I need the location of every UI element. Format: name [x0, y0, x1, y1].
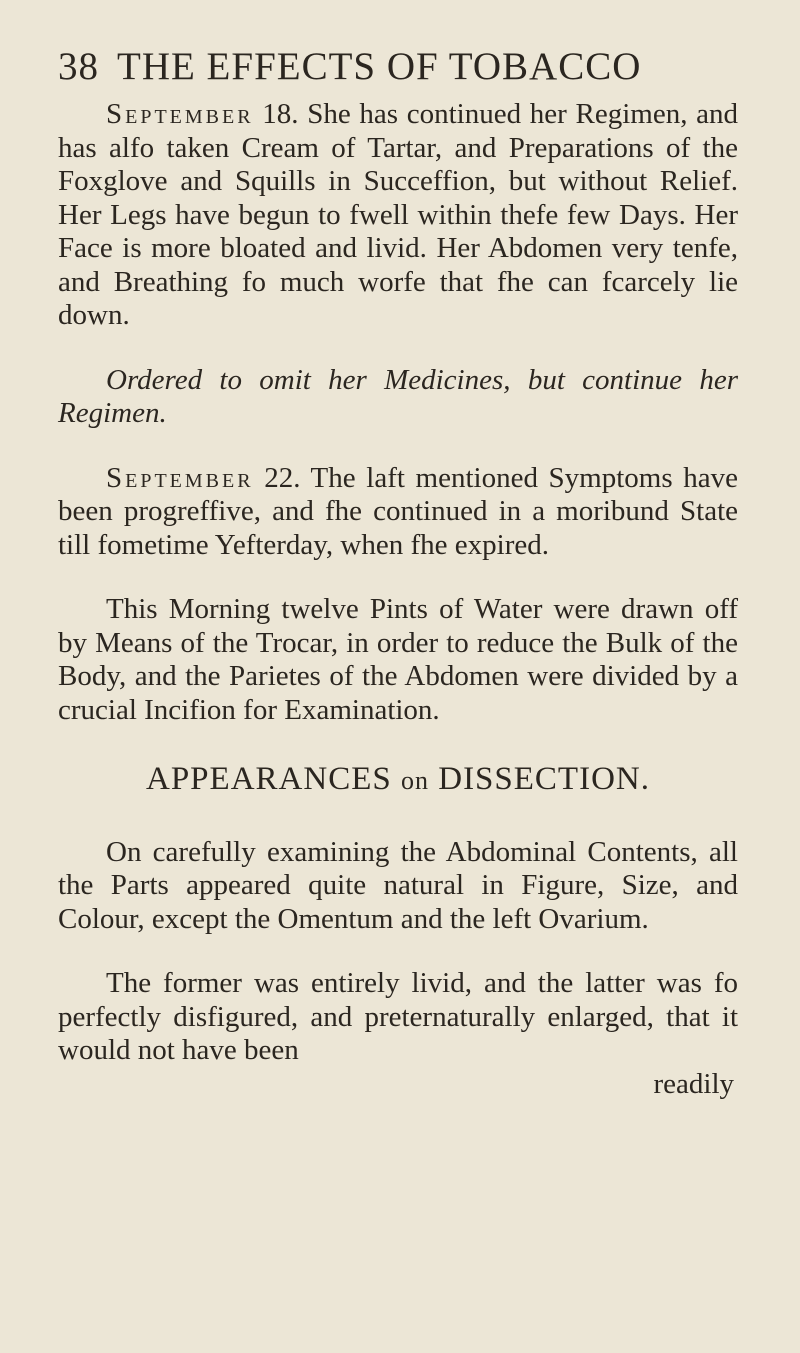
paragraph-morning-trocar: This Morning twelve Pints of Water were drawn off by Means of the Trocar, in order to reduce the Bulk of the Body, and the Parietes of the Abdomen were divided by a crucial Incifion for Examination.: [58, 593, 738, 726]
paragraph-abdominal-contents: On carefully examining the Abdominal Contents, all the Parts appeared quite natural in Figure, Size, and Colour, except the Omentum and the left Ovarium.: [58, 835, 738, 935]
paragraph-text: 18. She has continued her Regimen, and has alfo taken Cream of Tartar, and Preparations of the Foxglove and Squills in Succeffion, but without Relief. Her Legs have begun to fwell within thefe few Days. Her Face is more bloated and livid. Her Abdomen very tenfe, and Breathing fo much worfe that fhe can fcarcely lie down.: [58, 98, 738, 331]
running-title: THE EFFECTS OF TOBACCO: [117, 45, 642, 88]
paragraph-orders: Ordered to omit her Medicines, but continue her Regimen.: [58, 363, 738, 429]
paragraph-september-18: [58, 98, 738, 333]
body-text: [58, 98, 738, 1101]
date-label: September: [106, 461, 254, 494]
paragraph-september-22: [58, 462, 738, 563]
date-label: September: [106, 98, 254, 130]
catchword: readily: [653, 1067, 734, 1100]
page-number: 38: [58, 45, 99, 88]
paragraph-text: 22. The laft mentioned Symptoms have been progreffive, and fhe continued in a moribund State till fometime Yefterday, when fhe expired.: [58, 461, 739, 561]
heading-connector: on: [400, 766, 429, 795]
running-head: [58, 44, 758, 89]
section-heading: [58, 763, 738, 798]
heading-part-2: DISSECTION.: [438, 761, 650, 797]
paragraph-omentum-ovarium: The former was entirely livid, and the latter was fo perfectly disfigured, and preternaturally enlarged, that it would not have been: [58, 967, 738, 1066]
heading-part-1: APPEARANCES: [146, 761, 392, 797]
